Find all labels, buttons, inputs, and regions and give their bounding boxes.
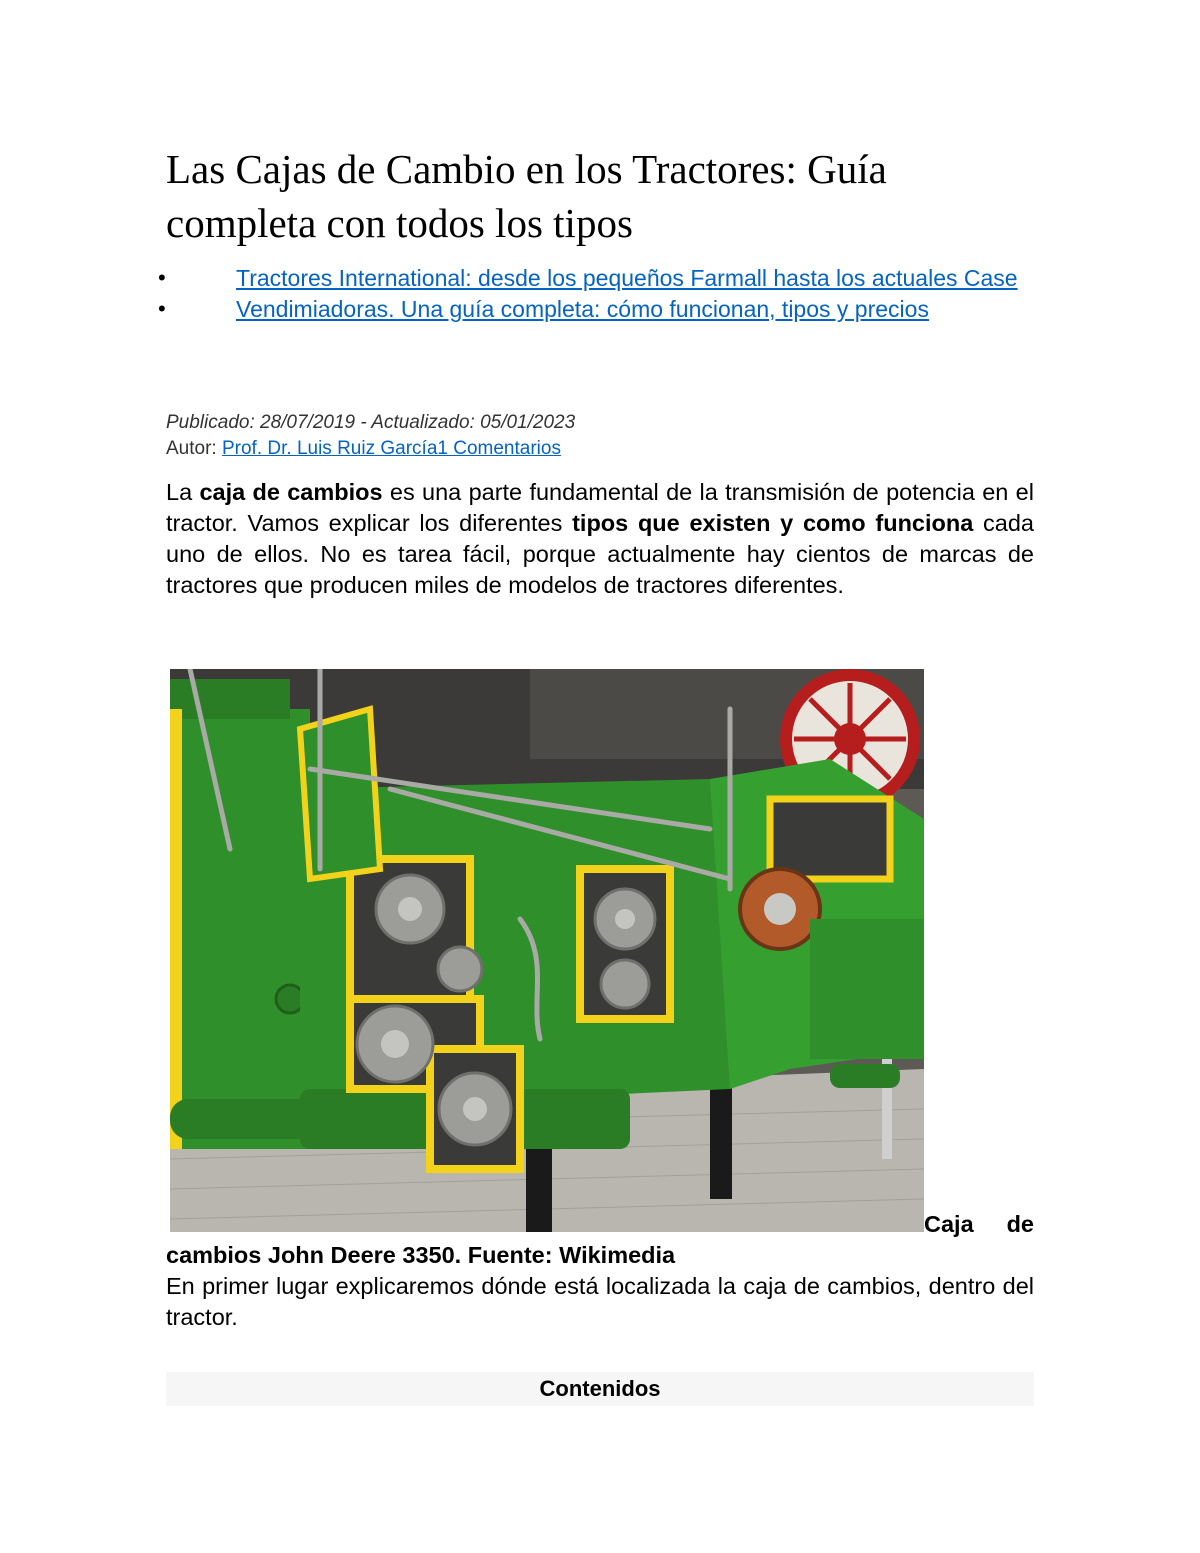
tractor-gearbox-illustration — [170, 669, 924, 1232]
related-link-tractores-international[interactable] — [196, 265, 1018, 291]
intro-bold: caja de cambios — [199, 479, 383, 505]
article-meta — [166, 410, 575, 462]
article-title: Las Cajas de Cambio en los Tractores: Guía completa con todos los tipos — [166, 146, 887, 246]
bullet-icon: • — [158, 265, 166, 290]
list-item — [158, 294, 1034, 325]
image-caption-start: Caja de — [924, 1211, 1034, 1237]
related-links-list — [158, 263, 1034, 324]
author-link[interactable]: Prof. Dr. Luis Ruiz García1 Comentarios — [221, 438, 561, 459]
publish-date: Publicado: 28/07/2019 - Actualizado: 05/01/2023 — [166, 412, 576, 433]
author-line — [166, 436, 575, 462]
gearbox-cutaway-image — [170, 669, 924, 1232]
related-link-text: Tractores International: desde los pequeños Farmall hasta los actuales Case — [236, 265, 1018, 291]
related-link-text: Vendimiadoras. Una guía completa: cómo funcionan, tipos y precios — [236, 295, 929, 322]
location-paragraph: En primer lugar explicaremos dónde está localizada la caja de cambios, dentro del tractor. — [166, 1273, 1034, 1330]
related-link-vendimiadoras[interactable] — [196, 296, 929, 322]
intro-text: es una parte fundamental de la transmisión de potencia en el tractor. Vamos explicar los diferentes — [166, 479, 1034, 536]
intro-text: La — [166, 479, 200, 505]
image-caption-end: cambios John Deere 3350. Fuente: Wikimedia — [166, 1242, 676, 1268]
contents-heading[interactable]: Contenidos — [166, 1372, 1034, 1406]
bullet-icon: • — [158, 295, 166, 321]
list-item — [158, 263, 1034, 294]
intro-text: cada uno de ellos. No es tarea fácil, porque actualmente hay cientos de marcas de tractores que producen miles de modelos de tractores diferentes. — [166, 510, 1035, 598]
author-label: Autor: — [166, 438, 222, 459]
intro-bold: tipos que existen y como funciona — [572, 510, 974, 536]
intro-paragraph — [166, 477, 1034, 601]
